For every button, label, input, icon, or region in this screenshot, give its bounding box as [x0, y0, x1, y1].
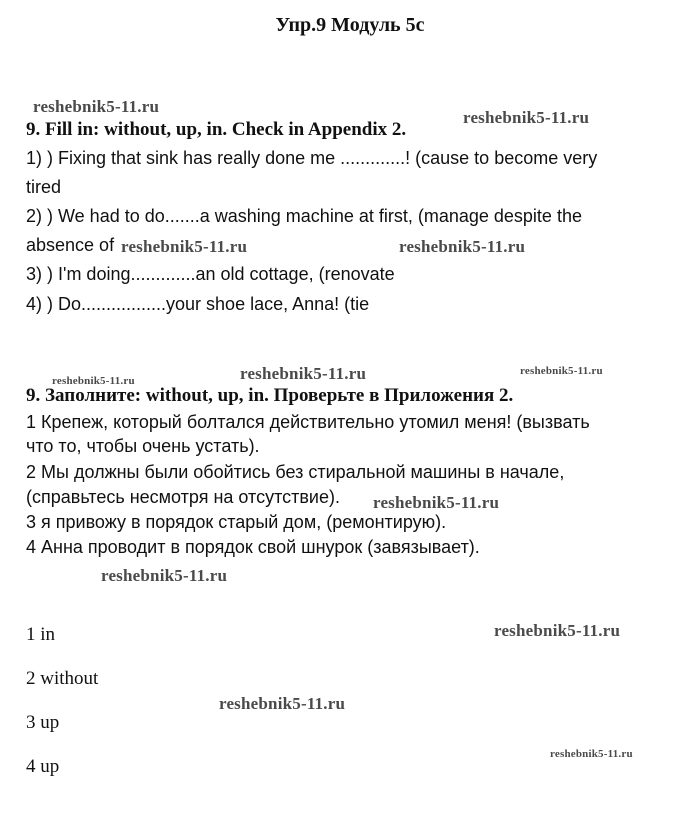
russian-heading: 9. Заполните: without, up, in. Проверьте в Приложения 2.: [26, 385, 514, 406]
english-line: absence of: [26, 235, 115, 255]
russian-line: что то, чтобы очень устать).: [26, 436, 260, 456]
watermark: reshebnik5-11.ru: [520, 365, 603, 377]
russian-line: 2 Мы должны были обойтись без стиральной машины в начале,: [26, 462, 565, 482]
english-line: 1) ) Fixing that sink has really done me .............! (cause to become very: [26, 148, 598, 168]
russian-line: 1 Крепеж, который болтался действительно утомил меня! (вызвать: [26, 412, 590, 432]
english-heading: 9. Fill in: without, up, in. Check in Appendix 2.: [26, 119, 407, 140]
english-line: tired: [26, 177, 62, 197]
watermark: reshebnik5-11.ru: [101, 566, 228, 585]
watermark: reshebnik5-11.ru: [463, 108, 590, 127]
russian-line: 4 Анна проводит в порядок свой шнурок (завязывает).: [26, 537, 480, 557]
answer-item: 3 up: [26, 712, 60, 733]
english-line: 3) ) I'm doing.............an old cottage, (renovate: [26, 264, 395, 284]
russian-line: (справьтесь несмотря на отсутствие).: [26, 487, 340, 507]
watermark: reshebnik5-11.ru: [399, 237, 526, 256]
watermark: reshebnik5-11.ru: [52, 375, 135, 387]
english-line: 4) ) Do.................your shoe lace, Anna! (tie: [26, 294, 370, 314]
watermark: reshebnik5-11.ru: [121, 237, 248, 256]
watermark: reshebnik5-11.ru: [240, 364, 367, 383]
page-title: Упр.9 Модуль 5c: [275, 14, 425, 36]
watermark: reshebnik5-11.ru: [33, 97, 160, 116]
answer-item: 1 in: [26, 624, 56, 645]
answer-item: 4 up: [26, 756, 60, 777]
watermark: reshebnik5-11.ru: [550, 748, 633, 760]
russian-line: 3 я привожу в порядок старый дом, (ремонтирую).: [26, 512, 447, 532]
watermark: reshebnik5-11.ru: [494, 621, 621, 640]
watermark: reshebnik5-11.ru: [219, 694, 346, 713]
watermark: reshebnik5-11.ru: [373, 493, 500, 512]
english-line: 2) ) We had to do.......a washing machine at first, (manage despite the: [26, 206, 582, 226]
answer-item: 2 without: [26, 668, 99, 689]
